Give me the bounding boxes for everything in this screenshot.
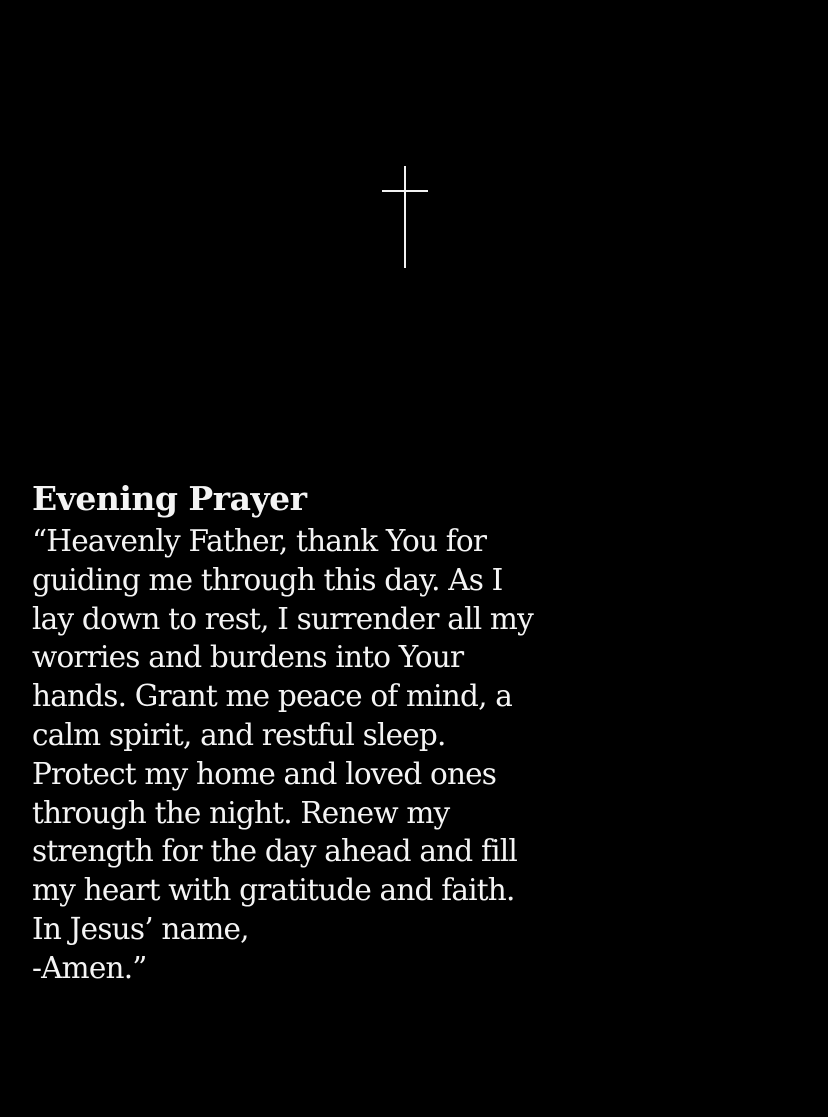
prayer-body — [32, 522, 632, 988]
prayer-line: strength for the day ahead and fill — [32, 834, 517, 869]
cross-vertical-bar — [404, 166, 406, 268]
cross-horizontal-bar — [382, 190, 428, 192]
prayer-line: lay down to rest, I surrender all my — [32, 601, 533, 636]
prayer-line: guiding me through this day. As I — [32, 562, 503, 597]
prayer-line: through the night. Renew my — [32, 795, 450, 830]
prayer-line: my heart with gratitude and faith. — [32, 873, 515, 908]
prayer-line: Protect my home and loved ones — [32, 756, 497, 791]
prayer-title: Evening Prayer — [32, 479, 307, 518]
prayer-line: calm spirit, and restful sleep. — [32, 717, 446, 752]
prayer-text-block — [32, 476, 632, 988]
prayer-amen: -Amen.” — [32, 950, 147, 985]
cross-icon — [382, 166, 428, 270]
prayer-line: In Jesus’ name, — [32, 911, 249, 946]
prayer-line: worries and burdens into Your — [32, 640, 464, 675]
prayer-line: “Heavenly Father, thank You for — [32, 524, 487, 558]
prayer-line: hands. Grant me peace of mind, a — [32, 679, 513, 714]
